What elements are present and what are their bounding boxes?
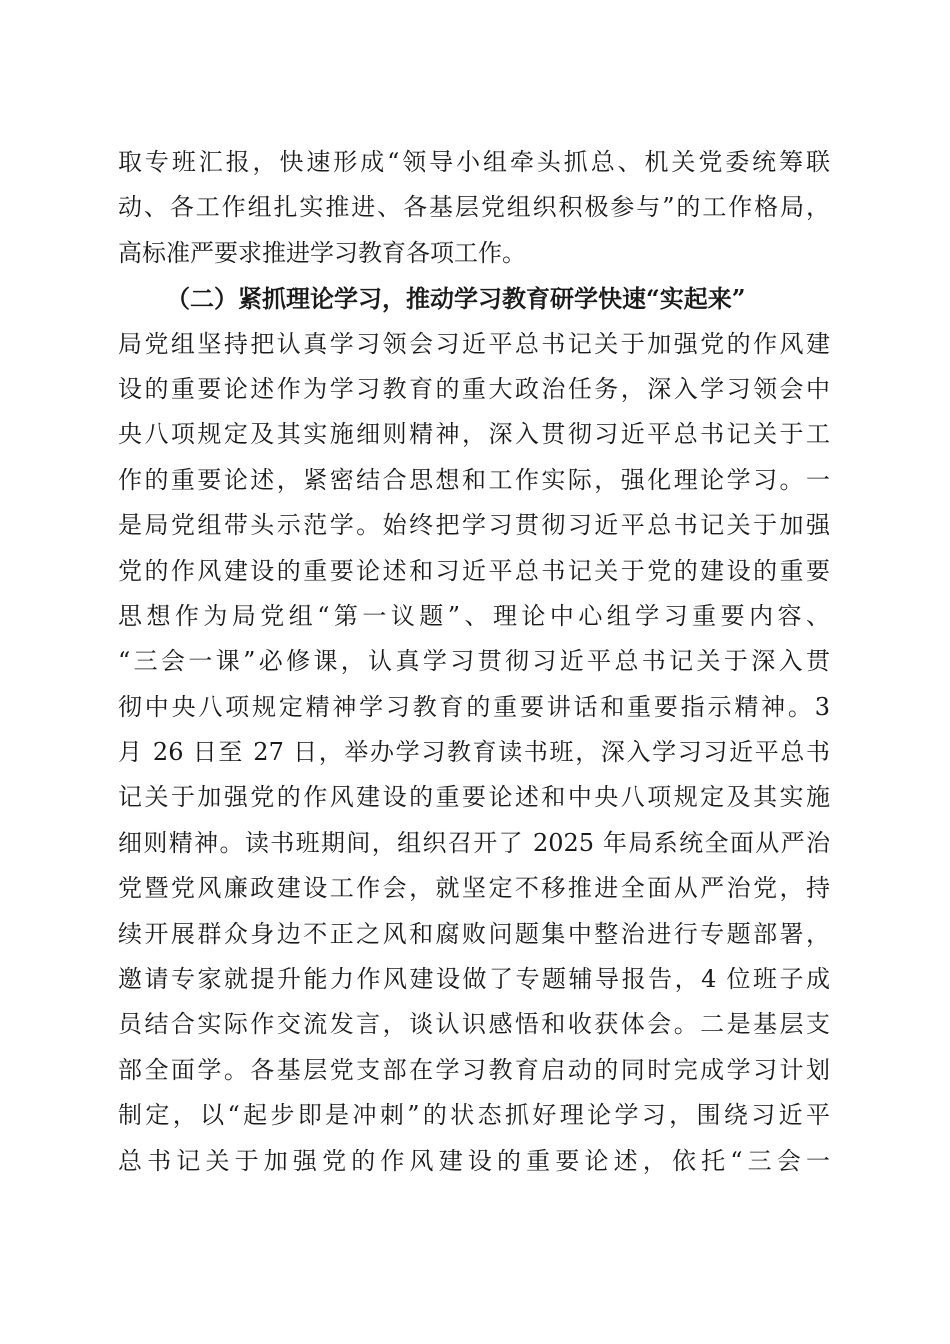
text-line: 部全面学。各基层党支部在学习教育启动的同时完成学习计划 [118,1055,830,1084]
text-line: 动、各工作组扎实推进、各基层党组织积极参与”的工作格局， [118,193,830,222]
text-line: 彻中央八项规定精神学习教育的重要讲话和重要指示精神。3 [118,692,830,721]
text-line: 取专班汇报，快速形成“领导小组牵头抓总、机关党委统筹联 [118,148,830,176]
text-line: 是局党组带头示范学。始终把学习贯彻习近平总书记关于加强 [118,511,830,540]
text-line: 党的作风建设的重要论述和习近平总书记关于党的建设的重要 [118,556,830,585]
text-line: 高标准严要求推进学习教育各项工作。 [118,238,526,267]
text-line: 续开展群众身边不正之风和腐败问题集中整治进行专题部署， [118,919,830,948]
text-line: 邀请专家就提升能力作风建设做了专题辅导报告，4 位班子成 [118,965,830,994]
text-line: 记关于加强党的作风建设的重要论述和中央八项规定及其实施 [118,783,830,812]
text-line: 央八项规定及其实施细则精神，深入贯彻习近平总书记关于工 [118,420,830,449]
text-line: 思想作为局党组“第一议题”、理论中心组学习重要内容、 [118,601,830,630]
document-body [118,140,830,1184]
text-line: 员结合实际作交流发言，谈认识感悟和收获体会。二是基层支 [118,1010,830,1039]
text-line: 党暨党风廉政建设工作会，就坚定不移推进全面从严治党，持 [118,874,830,903]
text-line: 总书记关于加强党的作风建设的重要论述，依托“三会一 [118,1146,830,1175]
text-line: 月 26 日至 27 日，举办学习教育读书班，深入学习习近平总书 [118,738,830,767]
text-line: 制定，以“起步即是冲刺”的状态抓好理论学习，围绕习近平 [118,1101,830,1130]
text-line: 细则精神。读书班期间，组织召开了 2025 年局系统全面从严治 [118,828,830,857]
text-line: “三会一课”必修课，认真学习贯彻习近平总书记关于深入贯 [118,647,830,676]
paragraph-continued [118,140,830,276]
section-heading: （二）紧抓理论学习，推动学习教育研学快速“实起来” [166,284,746,314]
text-line: 局党组坚持把认真学习领会习近平总书记关于加强党的作风建 [118,329,830,358]
text-line: 作的重要论述，紧密结合思想和工作实际，强化理论学习。一 [118,465,830,494]
paragraph-body [118,322,830,1184]
text-line: 设的重要论述作为学习教育的重大政治任务，深入学习领会中 [118,374,830,403]
